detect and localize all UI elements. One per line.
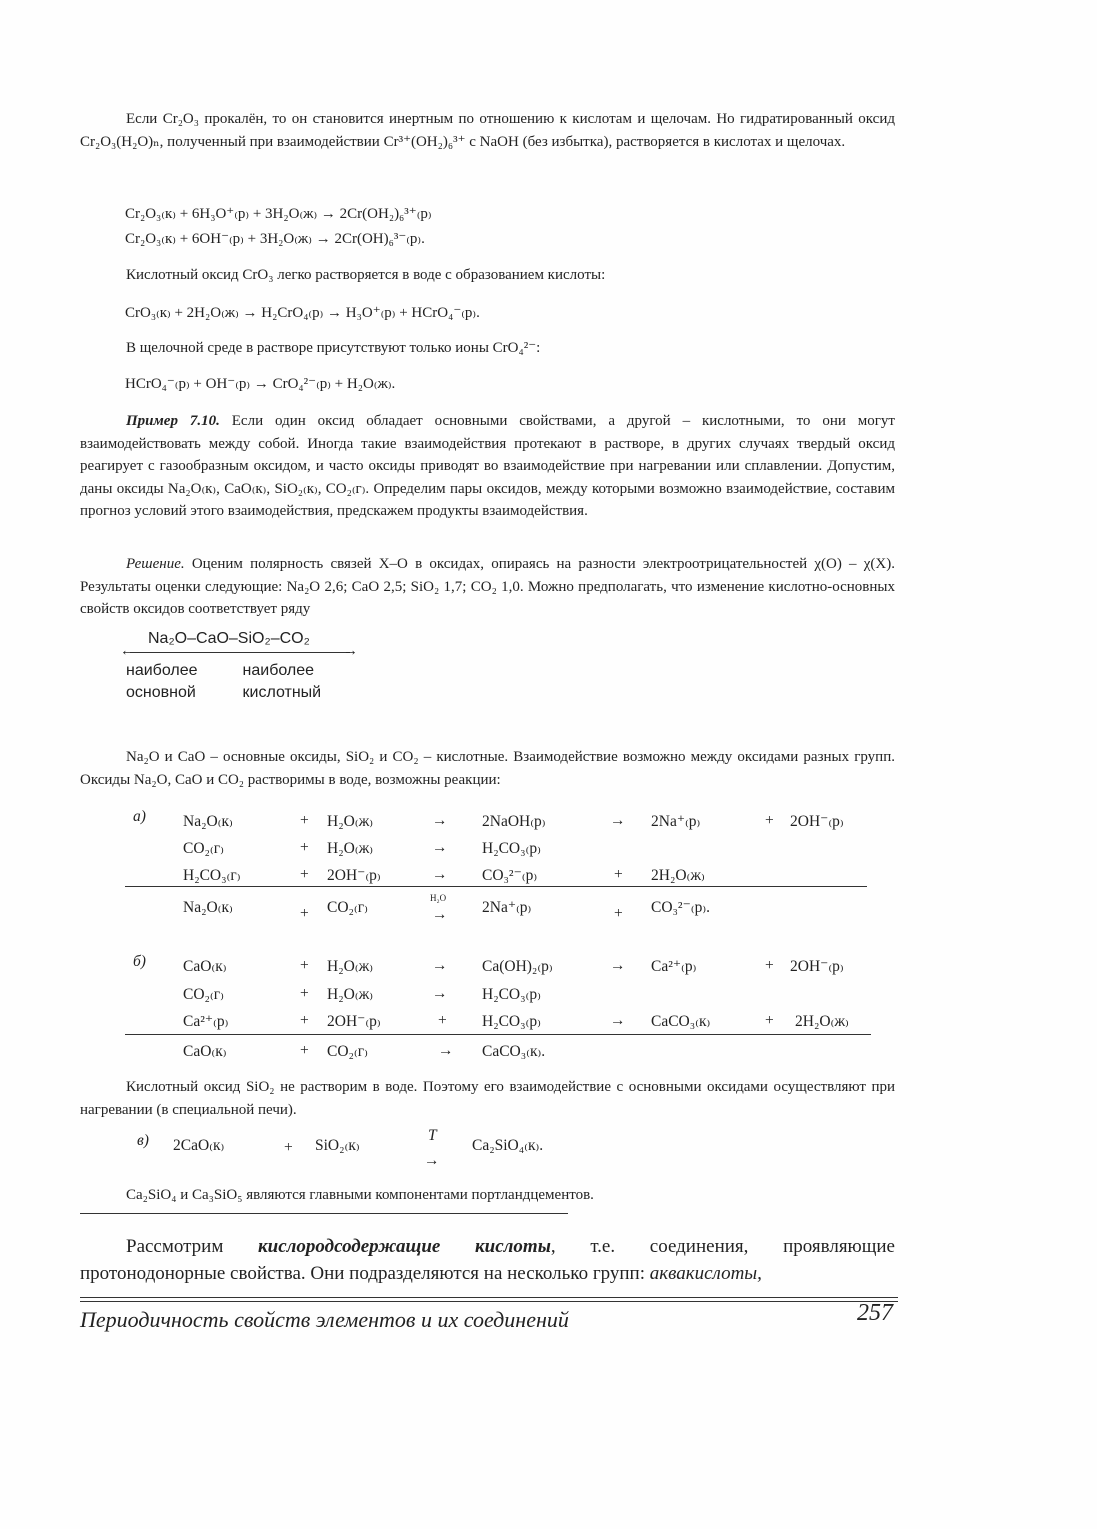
equation-4: HCrO₄⁻₍р₎ + OH⁻₍р₎ → CrO₄²⁻₍р₎ + H₂O₍ж₎. <box>125 376 396 392</box>
reaction-cell: 2OH⁻₍р₎ <box>327 1013 381 1030</box>
over-arrow-h2o: H₂O <box>430 893 447 903</box>
reaction-cell: + <box>300 866 309 883</box>
reaction-cell: 2CaO₍к₎ <box>173 1137 225 1154</box>
reaction-cell: 2Na⁺₍р₎ <box>482 899 532 916</box>
footer-rule-bottom <box>80 1301 898 1302</box>
reaction-cell: + <box>300 957 309 974</box>
example-paragraph <box>80 410 895 523</box>
reaction-cell: Ca²⁺₍р₎ <box>183 1013 229 1030</box>
series-formula: Na₂O–CaO–SiO₂–CO₂ <box>148 630 310 647</box>
reaction-cell: CO₂₍г₎ <box>327 1043 368 1060</box>
paragraph-cro3: Кислотный оксид CrO₃ легко растворяется в воде с образованием кислоты: <box>126 267 606 283</box>
reaction-cell: → <box>432 906 448 923</box>
solution-text: Оценим полярность связей X–O в оксидах, опираясь на разности электроотрицательностей χ(O) – χ(X). Результаты оценки следующие: Na₂O 2,6; CaO 2,5; SiO₂ 1,7; CO₂ 1,0. Можно предполагать, что изменение кислотно-основных свойств оксидов соответствует ряду <box>80 556 895 617</box>
reaction-cell: H₂O₍ж₎ <box>327 813 374 830</box>
series-right-label: наиболее кислотный <box>242 662 322 701</box>
block-a-label: а) <box>133 808 146 825</box>
example-text: Если один оксид обладает основными свойствами, а другой – кислотными, то они могут взаимодействовать между собой. Иногда такие взаимодействия протекают в растворе, в других случаях твердый оксид реагирует с газообразным оксидом, и часто оксиды приводят во взаимодействие при нагревании или сплавлении. Допустим, даны оксиды Na₂O₍к₎, CaO₍к₎, SiO₂₍к₎, CO₂₍г₎. Определим пары оксидов, между которыми возможно взаимодействие, составим прогноз условий этого взаимодействия, предскажем продукты взаимодействия. <box>80 413 895 519</box>
series-labels <box>118 660 358 704</box>
reaction-cell: + <box>614 905 623 922</box>
reaction-cell: → <box>438 1042 454 1059</box>
reaction-cell: → <box>432 957 448 974</box>
reaction-cell: SiO₂₍к₎ <box>315 1137 360 1154</box>
oxide-series <box>118 630 358 704</box>
paragraph-acids: Рассмотрим кислородсодержащие кислоты, т.е. соединения, проявляющие протонодонорные свойства. Они подразделяются на несколько групп: аквакислоты, <box>80 1236 895 1284</box>
reaction-cell: → <box>610 1012 626 1029</box>
reaction-cell: CO₃²⁻₍р₎ <box>482 867 538 884</box>
reaction-cell: 2Na⁺₍р₎ <box>651 813 701 830</box>
reaction-cell: CO₂₍г₎ <box>183 986 224 1003</box>
section-divider <box>80 1213 568 1214</box>
paragraph-alkaline: В щелочной среде в растворе присутствуют только ионы CrO₄²⁻: <box>126 340 541 356</box>
left-arrowhead-icon: ← <box>120 642 135 659</box>
reaction-cell: CaO₍к₎ <box>183 1043 227 1060</box>
reaction-cell: → <box>610 957 626 974</box>
block-v-label: в) <box>137 1132 149 1149</box>
solution-label: Решение. <box>126 556 185 572</box>
reaction-cell: CO₂₍г₎ <box>183 840 224 857</box>
reaction-cell: Na₂O₍к₎ <box>183 813 233 830</box>
reaction-cell: + <box>300 905 309 922</box>
paragraph-cr2o3: Если Cr₂O₃ прокалён, то он становится инертным по отношению к кислотам и щелочам. Но гидратированный оксид Cr₂O₃(H₂O)ₙ, полученный при взаимодействии Cr³⁺(OH₂)₆³⁺ с NaOH (без избытка), растворяется в кислотах и щелочах. <box>80 111 895 150</box>
paragraph-oxides: Na₂O и CaO – основные оксиды, SiO₂ и CO₂ – кислотные. Взаимодействие возможно между оксидами разных групп. Оксиды Na₂O, CaO и CO₂ растворимы в воде, возможны реакции: <box>80 749 895 788</box>
reaction-cell: H₂O₍ж₎ <box>327 840 374 857</box>
series-arrow <box>118 630 358 660</box>
reaction-cell: Na₂O₍к₎ <box>183 899 233 916</box>
reaction-cell: 2OH⁻₍р₎ <box>790 813 844 830</box>
equation-1: Cr₂O₃₍к₎ + 6H₃O⁺₍р₎ + 3H₂O₍ж₎ → 2Cr(OH₂)₆³⁺₍р₎ <box>125 206 432 222</box>
reaction-cell: CaO₍к₎ <box>183 958 227 975</box>
reaction-cell: CO₃²⁻₍р₎. <box>651 899 711 916</box>
reaction-cell: CaCO₃₍к₎ <box>651 1013 711 1030</box>
reaction-cell: CaCO₃₍к₎. <box>482 1043 546 1060</box>
term-aquaacids: аквакислоты, <box>649 1263 762 1284</box>
paragraph-sio2: Кислотный оксид SiO₂ не растворим в воде. Поэтому его взаимодействие с основными оксидами осуществляют при нагревании (в специальной печи). <box>80 1079 895 1118</box>
over-arrow-t: T <box>428 1127 437 1144</box>
reaction-cell: 2OH⁻₍р₎ <box>790 958 844 975</box>
reaction-cell: + <box>614 866 623 883</box>
reaction-cell: H₂CO₃₍г₎ <box>183 867 241 884</box>
footer-rule-top <box>80 1297 898 1298</box>
reaction-cell: + <box>300 812 309 829</box>
reaction-cell: CO₂₍г₎ <box>327 899 368 916</box>
reaction-cell: Ca²⁺₍р₎ <box>651 958 697 975</box>
reaction-cell: + <box>438 1012 447 1029</box>
reaction-cell: H₂O₍ж₎ <box>327 986 374 1003</box>
series-left-label: наиболее основной <box>126 662 198 701</box>
reaction-cell: H₂O₍ж₎ <box>327 958 374 975</box>
right-arrowhead-icon: → <box>343 642 358 659</box>
reaction-cell: + <box>765 957 774 974</box>
reaction-cell: → <box>432 812 448 829</box>
solution-paragraph <box>80 553 895 621</box>
paragraph-portland: Ca₂SiO₄ и Ca₃SiO₅ являются главными компонентами портландцементов. <box>126 1187 594 1203</box>
reaction-cell: + <box>300 985 309 1002</box>
reaction-cell: + <box>300 839 309 856</box>
reaction-cell: + <box>284 1139 293 1156</box>
reaction-cell: + <box>300 1042 309 1059</box>
reaction-cell: + <box>765 812 774 829</box>
reaction-cell: Ca₂SiO₄₍к₎. <box>472 1137 544 1154</box>
running-footer-title: Периодичность свойств элементов и их соединений <box>80 1307 569 1332</box>
reaction-cell: 2H₂O₍ж₎ <box>651 867 705 884</box>
reaction-cell: 2NaOH₍р₎ <box>482 813 546 830</box>
reaction-cell: → <box>432 866 448 883</box>
reaction-cell: H₂CO₃₍р₎ <box>482 986 541 1003</box>
reaction-cell: 2H₂O₍ж₎ <box>795 1013 849 1030</box>
reaction-cell: + <box>300 1012 309 1029</box>
reaction-cell: → <box>432 839 448 856</box>
equation-3: CrO₃₍к₎ + 2H₂O₍ж₎ → H₂CrO₄₍р₎ → H₃O⁺₍р₎ + HCrO₄⁻₍р₎. <box>125 305 480 321</box>
page-number: 257 <box>857 1300 893 1326</box>
reaction-cell: → <box>424 1152 440 1169</box>
reaction-cell: Ca(OH)₂₍р₎ <box>482 958 553 975</box>
sum-line-b <box>125 1034 871 1035</box>
equation-2: Cr₂O₃₍к₎ + 6OH⁻₍р₎ + 3H₂O₍ж₎ → 2Cr(OH)₆³⁻₍р₎. <box>125 231 425 247</box>
example-label: Пример 7.10. <box>126 413 220 429</box>
sum-line-a <box>125 886 867 887</box>
reaction-cell: H₂CO₃₍р₎ <box>482 840 541 857</box>
block-b-label: б) <box>133 953 146 970</box>
reaction-cell: H₂CO₃₍р₎ <box>482 1013 541 1030</box>
term-oxoacids: кислородсодержащие кислоты <box>258 1236 551 1257</box>
reaction-cell: → <box>432 985 448 1002</box>
reaction-cell: 2OH⁻₍р₎ <box>327 867 381 884</box>
reaction-cell: + <box>765 1012 774 1029</box>
reaction-cell: → <box>610 812 626 829</box>
